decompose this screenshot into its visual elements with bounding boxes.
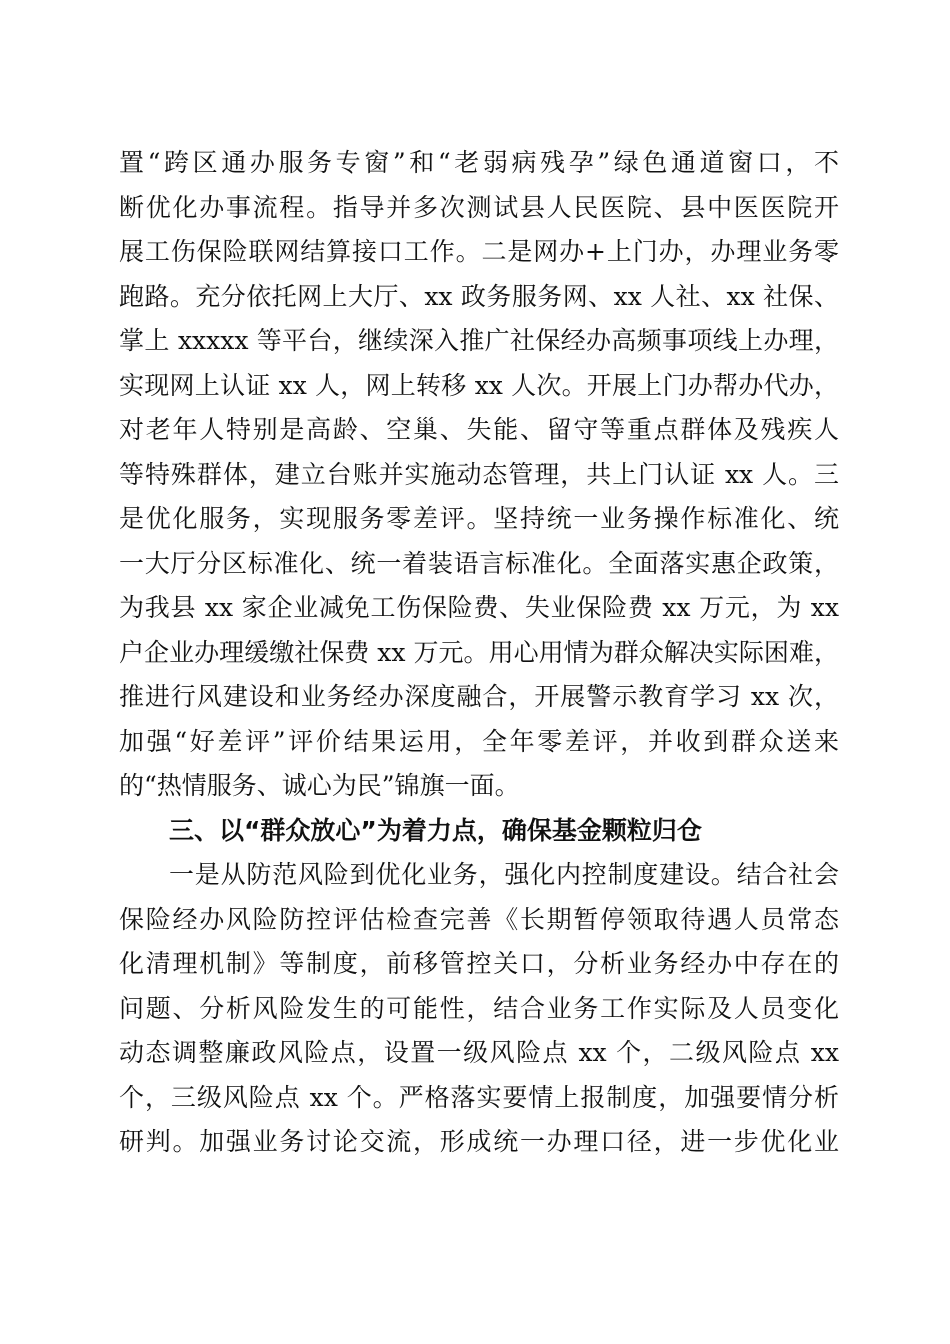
text-line: 动态调整廉政风险点，设置一级风险点 xx 个，二级风险点 xx: [119, 1038, 839, 1067]
text-line: 断优化办事流程。指导并多次测试县人民医院、县中医医院开: [119, 193, 839, 222]
text-line: 户企业办理缓缴社保费 xx 万元。用心用情为群众解决实际困难，: [119, 638, 839, 667]
text-line: 展工伤保险联网结算接口工作。二是网办+上门办，办理业务零: [119, 237, 839, 266]
text-line: 掌上 xxxxx 等平台，继续深入推广社保经办高频事项线上办理，: [119, 326, 839, 355]
text-line: 实现网上认证 xx 人，网上转移 xx 人次。开展上门办帮办代办，: [119, 371, 839, 400]
text-line: 研判。加强业务讨论交流，形成统一办理口径，进一步优化业: [119, 1127, 839, 1156]
text-line: 问题、分析风险发生的可能性，结合业务工作实际及人员变化: [119, 994, 839, 1023]
text-line: 个，三级风险点 xx 个。严格落实要情上报制度，加强要情分析: [119, 1083, 839, 1112]
text-line: 一大厅分区标准化、统一着装语言标准化。全面落实惠企政策，: [119, 549, 839, 578]
text-line: 推进行风建设和业务经办深度融合，开展警示教育学习 xx 次，: [119, 682, 839, 711]
text-line: 的“热情服务、诚心为民”锦旗一面。: [119, 771, 520, 800]
text-line: 化清理机制》等制度，前移管控关口，分析业务经办中存在的: [119, 949, 839, 978]
text-line: 是优化服务，实现服务零差评。坚持统一业务操作标准化、统: [119, 504, 839, 533]
text-line: 一是从防范风险到优化业务，强化内控制度建设。结合社会: [169, 860, 839, 889]
text-line: 保险经办风险防控评估检查完善《长期暂停领取待遇人员常态: [119, 905, 839, 934]
text-line: 加强“好差评”评价结果运用，全年零差评，并收到群众送来: [119, 727, 839, 756]
section-heading: 三、以“群众放心”为着力点，确保基金颗粒归仓: [169, 816, 702, 845]
text-line: 为我县 xx 家企业减免工伤保险费、失业保险费 xx 万元，为 xx: [119, 593, 839, 622]
text-line: 对老年人特别是高龄、空巢、失能、留守等重点群体及残疾人: [119, 415, 839, 444]
text-line: 置“跨区通办服务专窗”和“老弱病残孕”绿色通道窗口，不: [119, 148, 839, 177]
text-line: 跑路。充分依托网上大厅、xx 政务服务网、xx 人社、xx 社保、: [119, 282, 839, 311]
text-line: 等特殊群体，建立台账并实施动态管理，共上门认证 xx 人。三: [119, 460, 839, 489]
